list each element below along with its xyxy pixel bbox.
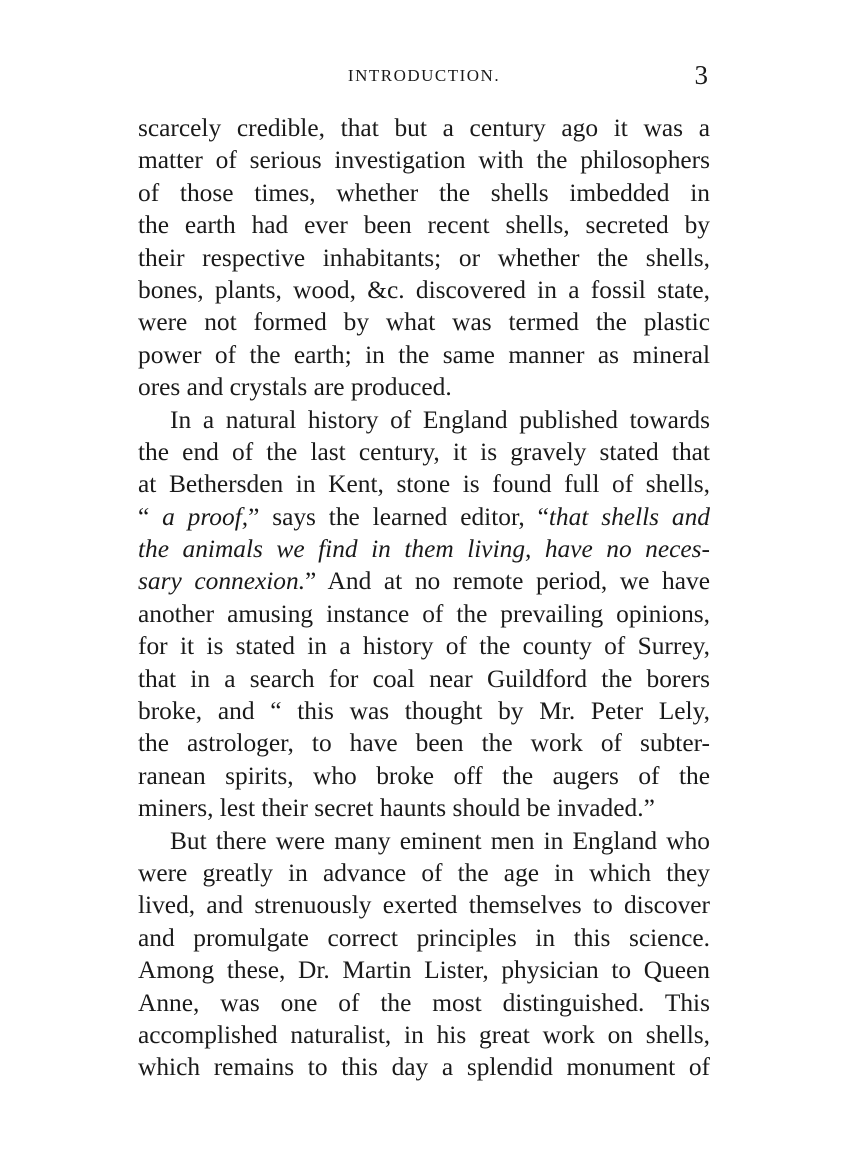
text-line: for it is stated in a history of the county of Surrey,	[138, 632, 710, 661]
text-line: at Bethersden in Kent, stone is found full of shells,	[138, 470, 710, 499]
italic-phrase: sary connexion.	[138, 567, 306, 596]
text-line: ranean spirits, who broke off the augers of the	[138, 761, 710, 790]
paragraph-end-line: miners, lest their secret haunts should be invaded.”	[138, 794, 655, 823]
running-head	[138, 60, 710, 92]
text-line: Among these, Dr. Martin Lister, physician to Queen	[138, 956, 710, 985]
paragraph-start-line: But there were many eminent men in England who	[170, 826, 710, 855]
quote-middle: ” says the learned editor, “	[248, 502, 549, 531]
text-line: power of the earth; in the same manner as mineral	[138, 340, 710, 369]
text-line: another amusing instance of the prevailing opinions,	[138, 599, 710, 628]
text-line: Anne, was one of the most distinguished. This	[138, 988, 710, 1017]
text-line: which remains to this day a splendid monument of	[138, 1053, 710, 1082]
paragraph-end-line: ores and crystals are produced.	[138, 373, 452, 402]
text-line: matter of serious investigation with the philosophers	[138, 146, 710, 175]
italic-phrase: a proof,	[162, 502, 249, 531]
text-line: their respective inhabitants; or whether the shells,	[138, 243, 710, 272]
italic-phrase: that shells and	[548, 502, 710, 531]
quote-line	[138, 501, 710, 533]
italic-phrase: the animals we find in them living, have no neces-	[138, 535, 710, 564]
text-line: broke, and “ this was thought by Mr. Peter Lely,	[138, 697, 710, 726]
text-line: accomplished naturalist, in his great work on shells,	[138, 1020, 710, 1049]
text-line: were not formed by what was termed the plastic	[138, 308, 710, 337]
body-text	[138, 112, 710, 1084]
text-line: and promulgate correct principles in this science.	[138, 923, 710, 952]
text-line: lived, and strenuously exerted themselves to discover	[138, 891, 710, 920]
paragraph-start-line: In a natural history of England published towards	[170, 405, 710, 434]
text-line: scarcely credible, that but a century ago it was a	[138, 114, 710, 142]
text-line: of those times, whether the shells imbedded in	[138, 178, 710, 207]
running-title: INTRODUCTION.	[347, 66, 501, 85]
quote-line	[138, 565, 710, 597]
page-number: 3	[694, 60, 708, 90]
quote-open: “	[138, 502, 163, 531]
text-line: bones, plants, wood, &c. discovered in a fossil state,	[138, 275, 710, 304]
quote-close: ” And at no remote period, we have	[305, 567, 710, 596]
text-line: were greatly in advance of the age in which they	[138, 858, 710, 887]
text-line: the earth had ever been recent shells, secreted by	[138, 211, 710, 240]
quote-line	[138, 533, 710, 565]
text-line: the end of the last century, it is gravely stated that	[138, 437, 710, 466]
text-line: that in a search for coal near Guildford the borers	[138, 664, 710, 693]
text-line: the astrologer, to have been the work of subter-	[138, 729, 710, 758]
